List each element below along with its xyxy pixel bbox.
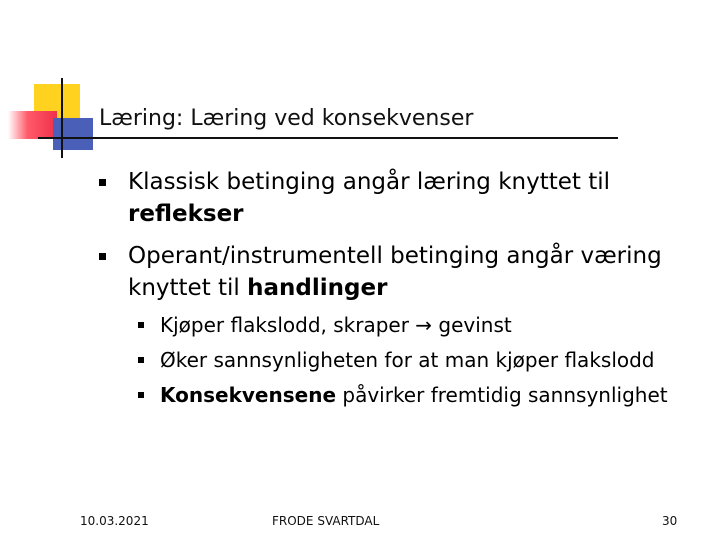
decor-vertical-line	[61, 78, 63, 158]
bullet-marker	[99, 179, 106, 186]
footer-author: FRODE SVARTDAL	[272, 514, 380, 528]
footer-date: 10.03.2021	[80, 514, 149, 528]
bullet-item-1	[128, 166, 708, 230]
sub-bullet-marker	[138, 392, 144, 398]
slide-title: Læring: Læring ved konsekvenser	[99, 106, 474, 131]
sub-bullet-bold-text: Konsekvensene	[160, 383, 337, 407]
sub-bullet-text: Øker sannsynligheten for at man kjøper flakslodd	[160, 348, 655, 372]
footer-page-number: 30	[662, 514, 678, 528]
decor-red-gradient-bar	[8, 111, 57, 139]
sub-bullet-marker	[138, 322, 144, 328]
bullet-text: Klassisk betinging angår læring knyttet til	[128, 169, 611, 195]
bullet-bold-text: handlinger	[247, 275, 388, 301]
sub-bullet-item-3	[160, 381, 668, 409]
bullet-item-2	[128, 240, 708, 304]
bullet-marker	[99, 253, 106, 260]
sub-bullet-text: påvirker fremtidig sannsynlighet	[336, 383, 668, 407]
sub-bullet-item-1	[160, 311, 512, 339]
sub-bullet-item-2	[160, 346, 655, 374]
sub-bullet-text: Kjøper flakslodd, skraper → gevinst	[160, 313, 512, 337]
sub-bullet-marker	[138, 357, 144, 363]
bullet-text: Operant/instrumentell betinging angår væring knyttet til	[128, 243, 662, 301]
decor-blue-square	[53, 118, 93, 150]
decor-horizontal-line	[38, 137, 618, 139]
bullet-bold-text: reflekser	[128, 201, 244, 227]
